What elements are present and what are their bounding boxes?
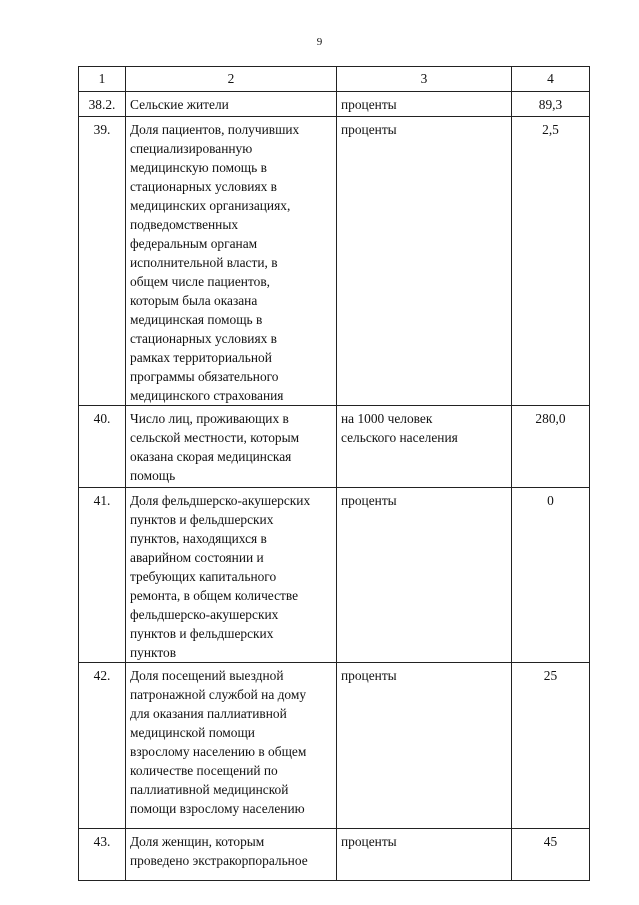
indicator-name-line: медицинской помощи xyxy=(130,725,255,740)
row-number: 41. xyxy=(79,488,126,663)
indicator-value: 45 xyxy=(512,829,590,881)
indicator-name-line: сельской местности, которым xyxy=(130,430,300,445)
indicator-value: 0 xyxy=(512,488,590,663)
table-row xyxy=(79,663,590,829)
indicator-name-line: Сельские жители xyxy=(130,97,229,112)
indicator-name-line: взрослому населению в общем xyxy=(130,744,307,759)
indicator-name-line: Доля посещений выездной xyxy=(130,668,284,683)
indicator-name-line: рамках территориальной xyxy=(130,350,272,365)
indicator-name-line: проведено экстракорпоральное xyxy=(130,853,308,868)
row-number: 40. xyxy=(79,406,126,488)
unit-of-measure xyxy=(337,663,512,829)
page-number: 9 xyxy=(316,36,323,48)
table-row xyxy=(79,406,590,488)
indicator-name-line: Число лиц, проживающих в xyxy=(130,411,289,426)
indicator-name-line: пунктов и фельдшерских xyxy=(130,626,274,641)
row-number: 39. xyxy=(79,117,126,406)
unit-line: проценты xyxy=(341,97,397,112)
unit-line: проценты xyxy=(341,122,397,137)
indicator-name-line: Доля фельдшерско-акушерских xyxy=(130,493,311,508)
indicator-name-line: медицинскую помощь в xyxy=(130,160,267,175)
indicator-name-line: помощи взрослому населению xyxy=(130,801,305,816)
indicator-name-line: фельдшерско-акушерских xyxy=(130,607,279,622)
unit-line: проценты xyxy=(341,668,397,683)
indicator-name xyxy=(126,488,337,663)
header-col-4: 4 xyxy=(512,67,590,92)
table-row xyxy=(79,117,590,406)
indicator-name-line: количестве посещений по xyxy=(130,763,278,778)
indicator-name-line: подведомственных xyxy=(130,217,239,232)
unit-of-measure xyxy=(337,488,512,663)
indicator-name-line: пунктов xyxy=(130,645,177,660)
row-number: 42. xyxy=(79,663,126,829)
row-number: 43. xyxy=(79,829,126,881)
indicator-name-line: медицинская помощь в xyxy=(130,312,263,327)
row-number: 38.2. xyxy=(79,92,126,117)
indicator-name xyxy=(126,406,337,488)
unit-line: проценты xyxy=(341,834,397,849)
indicator-value: 2,5 xyxy=(512,117,590,406)
indicator-value: 280,0 xyxy=(512,406,590,488)
unit-of-measure xyxy=(337,406,512,488)
indicator-name-line: стационарных условиях в xyxy=(130,179,277,194)
header-col-3: 3 xyxy=(337,67,512,92)
table-row xyxy=(79,92,590,117)
indicator-name xyxy=(126,663,337,829)
unit-of-measure xyxy=(337,117,512,406)
indicator-name-line: патронажной службой на дому xyxy=(130,687,307,702)
unit-line: сельского населения xyxy=(341,430,458,445)
indicator-name-line: федеральным органам xyxy=(130,236,258,251)
indicator-name-line: помощь xyxy=(130,468,176,483)
indicator-name-line: требующих капитального xyxy=(130,569,277,584)
table-row xyxy=(79,829,590,881)
indicator-name-line: специализированную xyxy=(130,141,253,156)
indicator-name-line: медицинского страхования xyxy=(130,388,284,403)
table-header-row xyxy=(79,67,590,92)
indicator-name-line: стационарных условиях в xyxy=(130,331,277,346)
unit-of-measure xyxy=(337,829,512,881)
indicator-name-line: Доля женщин, которым xyxy=(130,834,265,849)
indicator-name-line: пунктов, находящихся в xyxy=(130,531,267,546)
indicator-name-line: исполнительной власти, в xyxy=(130,255,278,270)
indicator-name xyxy=(126,92,337,117)
indicator-name-line: ремонта, в общем количестве xyxy=(130,588,299,603)
indicator-name-line: общем числе пациентов, xyxy=(130,274,270,289)
header-col-2: 2 xyxy=(126,67,337,92)
indicator-name-line: для оказания паллиативной xyxy=(130,706,287,721)
indicator-name-line: Доля пациентов, получивших xyxy=(130,122,300,137)
indicator-name-line: аварийном состоянии и xyxy=(130,550,264,565)
unit-of-measure xyxy=(337,92,512,117)
header-col-1: 1 xyxy=(79,67,126,92)
indicator-name xyxy=(126,829,337,881)
indicator-name-line: пунктов и фельдшерских xyxy=(130,512,274,527)
indicator-value: 25 xyxy=(512,663,590,829)
indicator-name-line: паллиативной медицинской xyxy=(130,782,289,797)
unit-line: проценты xyxy=(341,493,397,508)
indicator-name-line: оказана скорая медицинская xyxy=(130,449,292,464)
indicator-name-line: программы обязательного xyxy=(130,369,279,384)
indicator-value: 89,3 xyxy=(512,92,590,117)
indicator-name xyxy=(126,117,337,406)
table-row xyxy=(79,488,590,663)
indicator-name-line: медицинских организациях, xyxy=(130,198,291,213)
unit-line: на 1000 человек xyxy=(341,411,433,426)
indicator-name-line: которым была оказана xyxy=(130,293,258,308)
indicators-table xyxy=(78,66,590,881)
